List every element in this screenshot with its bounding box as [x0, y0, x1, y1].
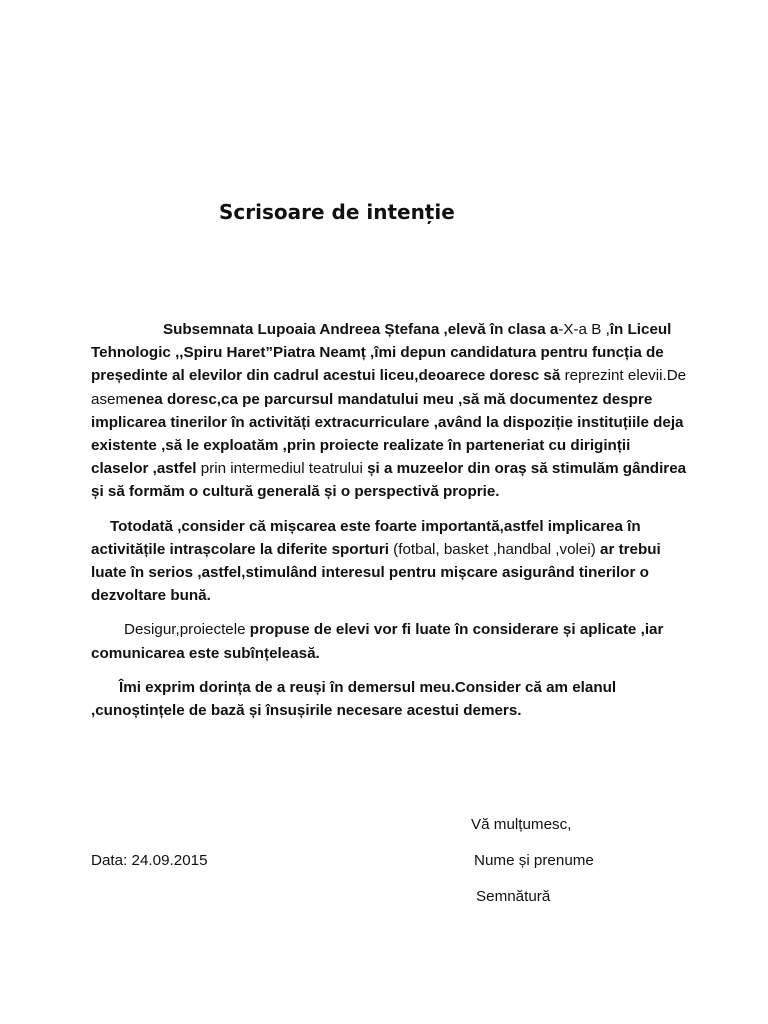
date-line: Data: 24.09.2015: [91, 852, 208, 869]
text-run: Subsemnata Lupoaia Andreea Ștefana ,elevă în clasa a: [163, 321, 559, 338]
text-run: propuse de elevi vor fi luate în considerare și aplicate ,iar comunicarea este subînțeleasă.: [91, 621, 664, 662]
text-run: și a muzeelor din oraș să stimulăm gândirea și să formăm o cultură generală și o perspectivă proprie.: [91, 460, 687, 501]
text-run: (fotbal, basket ,handbal ,volei): [388, 540, 601, 558]
text-run: Totodată ,consider că mișcarea este foarte importantă,astfel implicarea în activitățile intrașcolare la diferite sporturi: [91, 517, 641, 558]
name-line: Nume și prenume: [474, 852, 594, 869]
letter-body: [91, 318, 691, 722]
text-run: prin intermediul teatrului: [196, 460, 368, 478]
paragraph-2: [91, 515, 691, 608]
text-run: în Liceul Tehnologic ,,Spiru Haret”Piatra Neamț ,îmi depun candidatura pentru funcția de președinte al elevilor din cadrul acestui liceu,deoarece doresc să: [91, 321, 672, 385]
text-run: ar trebui luate în serios ,astfel,stimulând interesul pentru mișcare asigurând tinerilor o dezvoltare bună.: [91, 540, 661, 605]
text-run: -X-a B ,: [558, 321, 610, 338]
paragraph-3: [91, 618, 691, 664]
text-run: reprezint elevii.De asem: [91, 367, 687, 408]
text-run: Desigur,proiectele: [124, 621, 246, 639]
closing-thanks: Vă mulțumesc,: [471, 816, 572, 833]
text-run: enea doresc,ca pe parcursul mandatului meu ,să mă documentez despre implicarea tinerilor în activități extracurriculare ,având la dispoziție instituțiile deja existente ,să le exploatăm ,prin proiecte realizate în parteneriat cu diriginții claselor ,astfel: [91, 390, 684, 478]
text-run: Îmi exprim dorința de a reuși în demersul meu.Consider că am elanul ,cunoștințele de bază și însușirile necesare acestui demers.: [91, 678, 617, 720]
document-title: Scrisoare de intenție: [219, 200, 455, 224]
paragraph-1: [91, 318, 691, 504]
paragraph-4: [91, 676, 691, 722]
signature-line: Semnătură: [476, 888, 551, 905]
